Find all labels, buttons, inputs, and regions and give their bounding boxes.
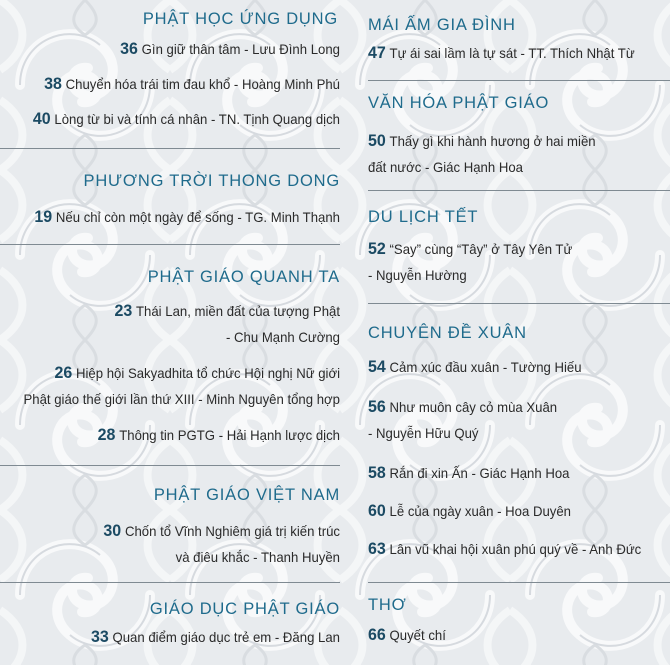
section-divider — [0, 148, 340, 149]
toc-entry[interactable]: 40 Lòng từ bi và tính cá nhân - TN. Tịnh Quang dịch — [32, 109, 341, 128]
toc-entry[interactable]: 28 Thông tin PGTG - Hải Hạnh lược dịch — [97, 425, 340, 444]
toc-entry[interactable]: 60 Lễ của ngày xuân - Hoa Duyên — [368, 501, 571, 520]
page-number: 56 — [368, 397, 386, 416]
toc-entry[interactable]: 54 Cảm xúc đầu xuân - Tường Hiếu — [368, 357, 582, 376]
page-number: 40 — [32, 109, 51, 128]
toc-entry[interactable]: 50 Thấy gì khi hành hương ở hai miền — [368, 131, 596, 150]
section-heading: PHƯƠNG TRỜI THONG DONG — [83, 172, 340, 190]
toc-entry-continuation: đất nước - Giác Hạnh Hoa — [368, 159, 523, 175]
page-number: 30 — [103, 521, 122, 540]
toc-entry-continuation: - Nguyễn Hường — [368, 267, 467, 283]
toc-entry[interactable]: 30 Chốn tổ Vĩnh Nghiêm giá trị kiến trúc — [103, 521, 340, 540]
section-mai-am-gia-dinh — [368, 14, 670, 66]
section-du-lich-tet — [368, 206, 670, 288]
section-heading: PHẬT GIÁO QUANH TA — [147, 268, 340, 286]
toc-entry[interactable]: 26 Hiệp hội Sakyadhita tổ chức Hội nghị Nữ giới — [54, 363, 340, 382]
section-phat-giao-viet-nam — [0, 484, 340, 570]
toc-entry-continuation: - Chu Mạnh Cường — [225, 329, 340, 345]
page-number: 63 — [368, 539, 386, 558]
page-number: 60 — [368, 501, 386, 520]
section-tho — [368, 594, 670, 648]
section-van-hoa-phat-giao — [368, 92, 670, 180]
page-number: 58 — [368, 463, 386, 482]
section-phat-hoc-ung-dung — [0, 8, 340, 132]
toc-entry[interactable]: 47 Tự ái sai lầm là tự sát - TT. Thích Nhật Từ — [368, 43, 635, 62]
section-heading: VĂN HÓA PHẬT GIÁO — [368, 94, 550, 112]
toc-entry-continuation: và điêu khắc - Thanh Huyền — [175, 549, 340, 565]
section-divider — [368, 582, 670, 583]
section-divider — [0, 465, 340, 466]
section-heading: PHẬT HỌC ỨNG DỤNG — [142, 10, 338, 28]
section-heading: CHUYÊN ĐỀ XUÂN — [368, 324, 527, 342]
page-number: 54 — [368, 357, 386, 376]
page-number: 38 — [44, 74, 62, 93]
page-number: 33 — [90, 627, 109, 646]
toc-entry-continuation: Phật giáo thế giới lần thứ XIII - Minh Nguyên tổng hợp — [23, 391, 340, 407]
toc-entry[interactable]: 52 “Say” cùng “Tây” ở Tây Yên Tử — [368, 239, 573, 258]
page-number: 26 — [54, 363, 73, 382]
toc-entry[interactable]: 56 Như muôn cây cỏ mùa Xuân — [368, 397, 558, 416]
toc-entry[interactable]: 19 Nếu chỉ còn một ngày để sống - TG. Minh Thạnh — [34, 207, 341, 226]
toc-entry-continuation: - Nguyễn Hữu Quý — [368, 425, 479, 441]
section-divider — [368, 80, 670, 81]
page-number: 23 — [114, 301, 133, 320]
section-phuong-troi-thong-dong — [0, 170, 340, 230]
section-giao-duc-phat-giao — [0, 598, 340, 650]
section-divider — [368, 190, 670, 191]
section-divider — [0, 582, 340, 583]
page-number: 47 — [368, 43, 386, 62]
page-number: 28 — [97, 425, 116, 444]
page-number: 36 — [120, 39, 138, 58]
toc-entry[interactable]: 66 Quyết chí — [368, 625, 446, 644]
section-heading: MÁI ẤM GIA ĐÌNH — [368, 16, 516, 34]
page-number: 19 — [34, 207, 53, 226]
page-number: 66 — [368, 625, 386, 644]
section-heading: GIÁO DỤC PHẬT GIÁO — [149, 600, 340, 618]
section-heading: PHẬT GIÁO VIỆT NAM — [153, 486, 340, 504]
toc-entry[interactable]: 63 Lân vũ khai hội xuân phú quý về - Anh Đức — [368, 539, 642, 558]
section-heading: DU LỊCH TẾT — [368, 208, 479, 226]
toc-entry[interactable]: 23 Thái Lan, miền đất của tượng Phật — [114, 301, 340, 320]
page-number: 52 — [368, 239, 386, 258]
section-heading: THƠ — [368, 596, 407, 614]
toc-entry[interactable]: 38 Chuyển hóa trái tim đau khổ - Hoàng Minh Phú — [44, 74, 340, 93]
page-number: 50 — [368, 131, 386, 150]
toc-entry[interactable]: 58 Rắn đi xin Ấn - Giác Hạnh Hoa — [368, 463, 570, 482]
section-divider — [368, 303, 670, 304]
section-divider — [0, 244, 340, 245]
section-chuyen-de-xuan — [368, 322, 670, 562]
toc-entry[interactable]: 36 Gìn giữ thân tâm - Lưu Đình Long — [120, 39, 340, 58]
toc-entry[interactable]: 33 Quan điểm giáo dục trẻ em - Đăng Lan — [90, 627, 340, 646]
section-phat-giao-quanh-ta — [0, 266, 340, 448]
